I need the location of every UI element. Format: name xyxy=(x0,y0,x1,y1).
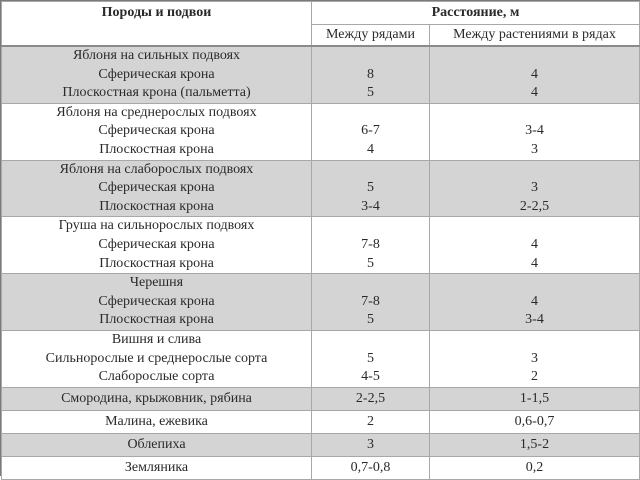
group-title: Яблоня на среднерослых подвоях xyxy=(56,104,257,120)
row-label: Сферическая крона xyxy=(98,66,215,82)
table-row-currant xyxy=(2,387,640,410)
between-rows-value: 6-7 xyxy=(361,123,380,139)
between-rows-value: 7-8 xyxy=(361,293,380,309)
in-rows-value: 4 xyxy=(531,85,538,101)
row-label: Облепиха xyxy=(2,433,312,456)
between-rows-value: 4-5 xyxy=(361,369,380,385)
between-rows-value: 0,7-0,8 xyxy=(312,456,430,479)
row-label: Плоскостная крона (пальметта) xyxy=(62,85,251,101)
group-title: Яблоня на сильных подвоях xyxy=(72,48,241,63)
in-rows-value: 4 xyxy=(531,255,538,271)
between-rows-value: 3 xyxy=(312,433,430,456)
row-label: Плоскостная крона xyxy=(99,198,214,214)
row-label: Сферическая крона xyxy=(98,293,215,309)
in-rows-value: 3-4 xyxy=(525,123,544,139)
table-header-row xyxy=(2,2,640,25)
in-rows-value: 2 xyxy=(531,369,538,385)
group-title: Яблоня на слаборослых подвоях xyxy=(59,161,254,177)
in-rows-value: 3 xyxy=(531,350,538,366)
in-rows-value: 4 xyxy=(531,293,538,309)
between-rows-value: 5 xyxy=(367,255,374,271)
between-rows-value: 2 xyxy=(312,410,430,433)
group-title: Груша на сильнорослых подвоях xyxy=(58,218,255,234)
group-title: Черешня xyxy=(129,275,184,291)
in-rows-value: 3 xyxy=(531,141,538,157)
row-label: Сильнорослые и среднерослые сорта xyxy=(45,350,268,366)
table-row-sea-buckthorn xyxy=(2,433,640,456)
between-rows-value: 2-2,5 xyxy=(312,387,430,410)
row-label: Малина, ежевика xyxy=(2,410,312,433)
header-species: Породы и подвои xyxy=(2,2,312,47)
header-in-rows: Между растениями в рядах xyxy=(430,25,640,47)
header-distance: Расстояние, м xyxy=(312,2,640,25)
table-group-apple-strong xyxy=(2,46,640,103)
in-rows-value: 0,2 xyxy=(430,456,640,479)
row-label: Сферическая крона xyxy=(98,123,215,139)
table-group-apple-weak xyxy=(2,160,640,217)
in-rows-value: 2-2,5 xyxy=(519,198,550,214)
group-title: Вишня и слива xyxy=(111,331,202,347)
row-label: Смородина, крыжовник, рябина xyxy=(2,387,312,410)
row-label: Плоскостная крона xyxy=(99,141,214,157)
in-rows-value: 1,5-2 xyxy=(430,433,640,456)
row-label: Плоскостная крона xyxy=(99,255,214,271)
between-rows-value: 5 xyxy=(367,85,374,101)
in-rows-value: 4 xyxy=(531,236,538,252)
table-group-pear xyxy=(2,217,640,274)
row-label: Земляника xyxy=(2,456,312,479)
table-group-apple-medium xyxy=(2,103,640,160)
between-rows-value: 5 xyxy=(367,350,374,366)
between-rows-value: 8 xyxy=(367,66,374,82)
planting-distance-table xyxy=(1,1,640,480)
between-rows-value: 5 xyxy=(367,180,374,196)
in-rows-value: 4 xyxy=(531,66,538,82)
between-rows-value: 7-8 xyxy=(361,236,380,252)
between-rows-value: 3-4 xyxy=(361,198,380,214)
table-group-sour-cherry-plum xyxy=(2,330,640,387)
between-rows-value: 4 xyxy=(367,141,374,157)
row-label: Слаборослые сорта xyxy=(98,369,215,385)
row-label: Сферическая крона xyxy=(98,236,215,252)
row-label: Плоскостная крона xyxy=(99,312,214,328)
in-rows-value: 3-4 xyxy=(525,312,544,328)
between-rows-value: 5 xyxy=(367,312,374,328)
in-rows-value: 3 xyxy=(531,180,538,196)
in-rows-value: 1-1,5 xyxy=(430,387,640,410)
in-rows-value: 0,6-0,7 xyxy=(430,410,640,433)
table-row-raspberry xyxy=(2,410,640,433)
row-label: Сферическая крона xyxy=(98,180,215,196)
table-group-cherry xyxy=(2,274,640,331)
header-between-rows: Между рядами xyxy=(312,25,430,47)
